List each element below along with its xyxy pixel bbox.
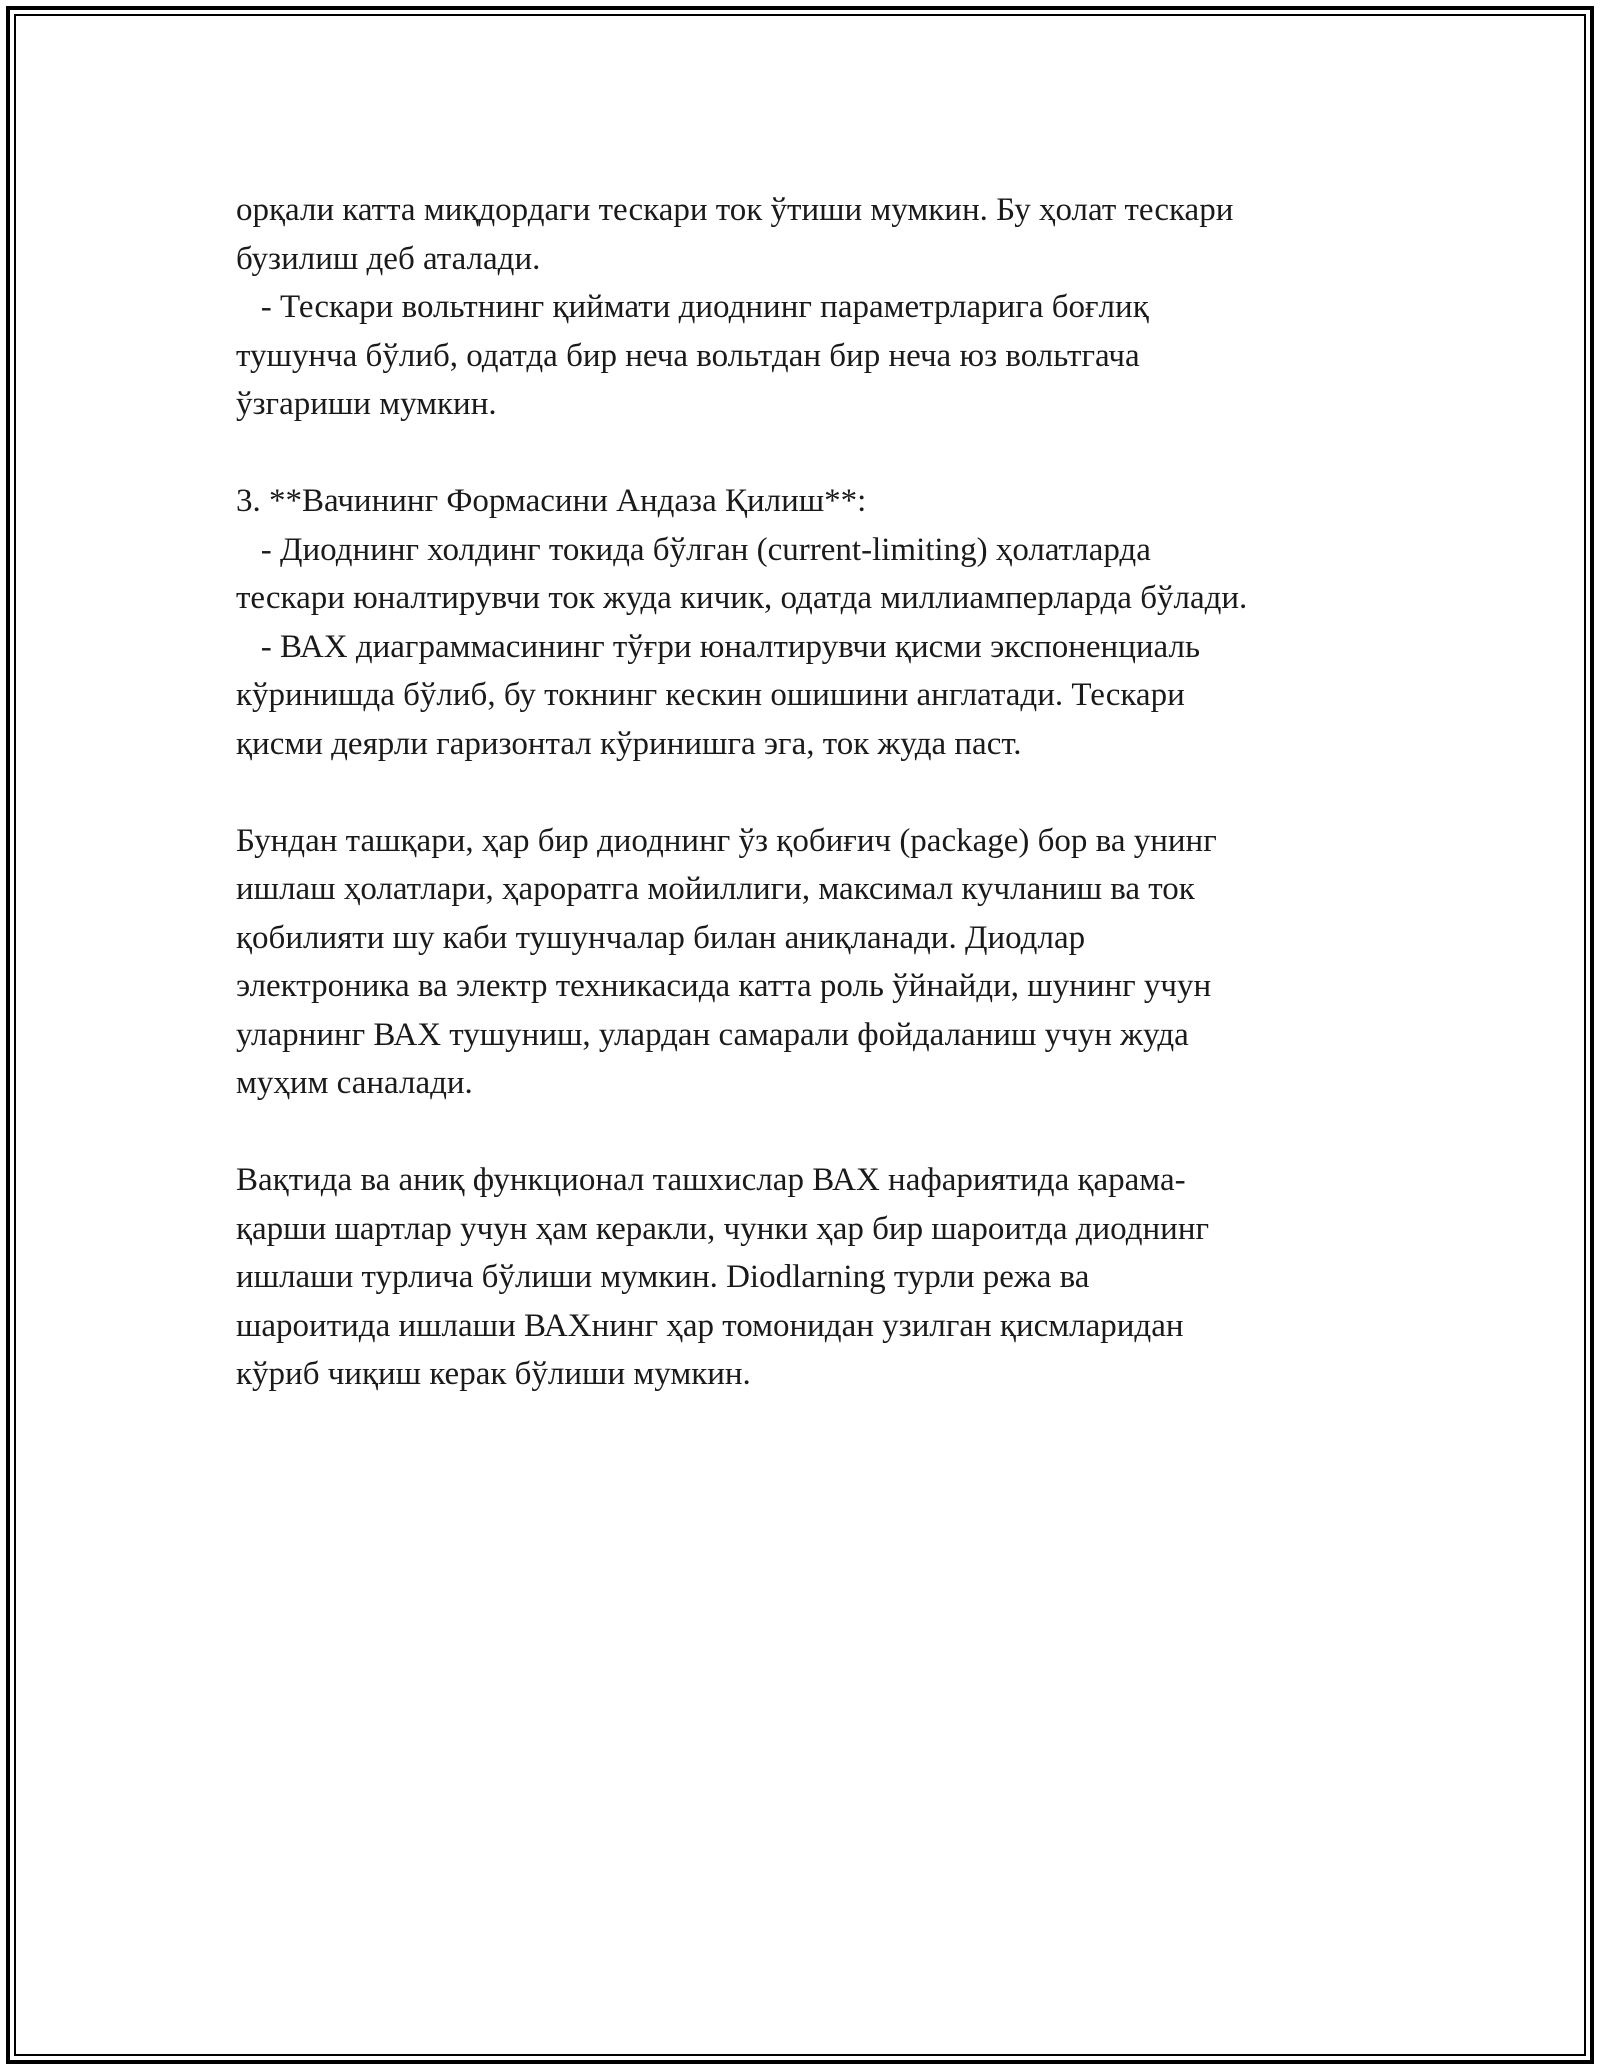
- text-line: Вақтида ва аниқ функционал ташхислар ВАХ нафариятида қарама-: [236, 1162, 1186, 1198]
- paragraph-section-3: [236, 477, 1416, 768]
- document-body: [236, 186, 1416, 1399]
- paragraph-spacer: [236, 768, 1416, 817]
- paragraph-spacer: [236, 1108, 1416, 1157]
- text-line: қарши шартлар учун ҳам керакли, чунки ҳар бир шароитда диоднинг: [236, 1210, 1210, 1247]
- text-line: ўзгариши мумкин.: [236, 386, 497, 422]
- text-line: орқали катта миқдордаги тескари ток ўтиши мумкин. Бу ҳолат тескари: [236, 192, 1234, 228]
- text-line: уларнинг ВАХ тушуниш, улардан самарали фойдаланиш учун жуда: [236, 1016, 1189, 1053]
- text-line: ишлаши турлича бўлиши мумкин. Diodlarning турли режа ва: [236, 1259, 1090, 1295]
- section-heading: 3. **Вачининг Формасини Андаза Қилиш**:: [236, 483, 867, 519]
- text-line: бузилиш деб аталади.: [236, 240, 541, 277]
- text-line: электроника ва электр техникасида катта роль ўйнайди, шунинг учун: [236, 968, 1212, 1004]
- text-line: - Тескари вольтнинг қиймати диоднинг параметрларига боғлиқ: [236, 289, 1149, 325]
- text-line: муҳим саналади.: [236, 1065, 473, 1101]
- paragraph-reverse-breakdown: [236, 186, 1416, 429]
- text-line: қобилияти шу каби тушунчалар билан аниқланади. Диодлар: [236, 919, 1086, 956]
- text-line: қисми деярли гаризонтал кўринишга эга, ток жуда паст.: [236, 725, 1022, 762]
- paragraph-spacer: [236, 429, 1416, 478]
- text-line: тушунча бўлиб, одатда бир неча вольтдан бир неча юз вольтгача: [236, 337, 1140, 374]
- text-line: - ВАХ диаграммасининг тўғри юналтирувчи қисми экспоненциаль: [236, 628, 1200, 665]
- text-line: кўриб чиқиш керак бўлиши мумкин.: [236, 1356, 751, 1392]
- text-line: ишлаш ҳолатлари, ҳароратга мойиллиги, максимал кучланиш ва ток: [236, 871, 1195, 907]
- text-line: тескари юналтирувчи ток жуда кичик, одатда миллиамперларда бўлади.: [236, 580, 1248, 616]
- paragraph-diagnostics: [236, 1156, 1416, 1399]
- text-line: Бундан ташқари, ҳар бир диоднинг ўз қобиғич (package) бор ва унинг: [236, 822, 1217, 859]
- text-line: - Диоднинг холдинг токида бўлган (current-limiting) ҳолатларда: [236, 531, 1151, 568]
- text-line: шароитида ишлаши ВАХнинг ҳар томонидан узилган қисмларидан: [236, 1307, 1184, 1344]
- text-line: кўринишда бўлиб, бу токнинг кескин ошишини англатади. Тескари: [236, 677, 1185, 713]
- paragraph-package-info: [236, 817, 1416, 1108]
